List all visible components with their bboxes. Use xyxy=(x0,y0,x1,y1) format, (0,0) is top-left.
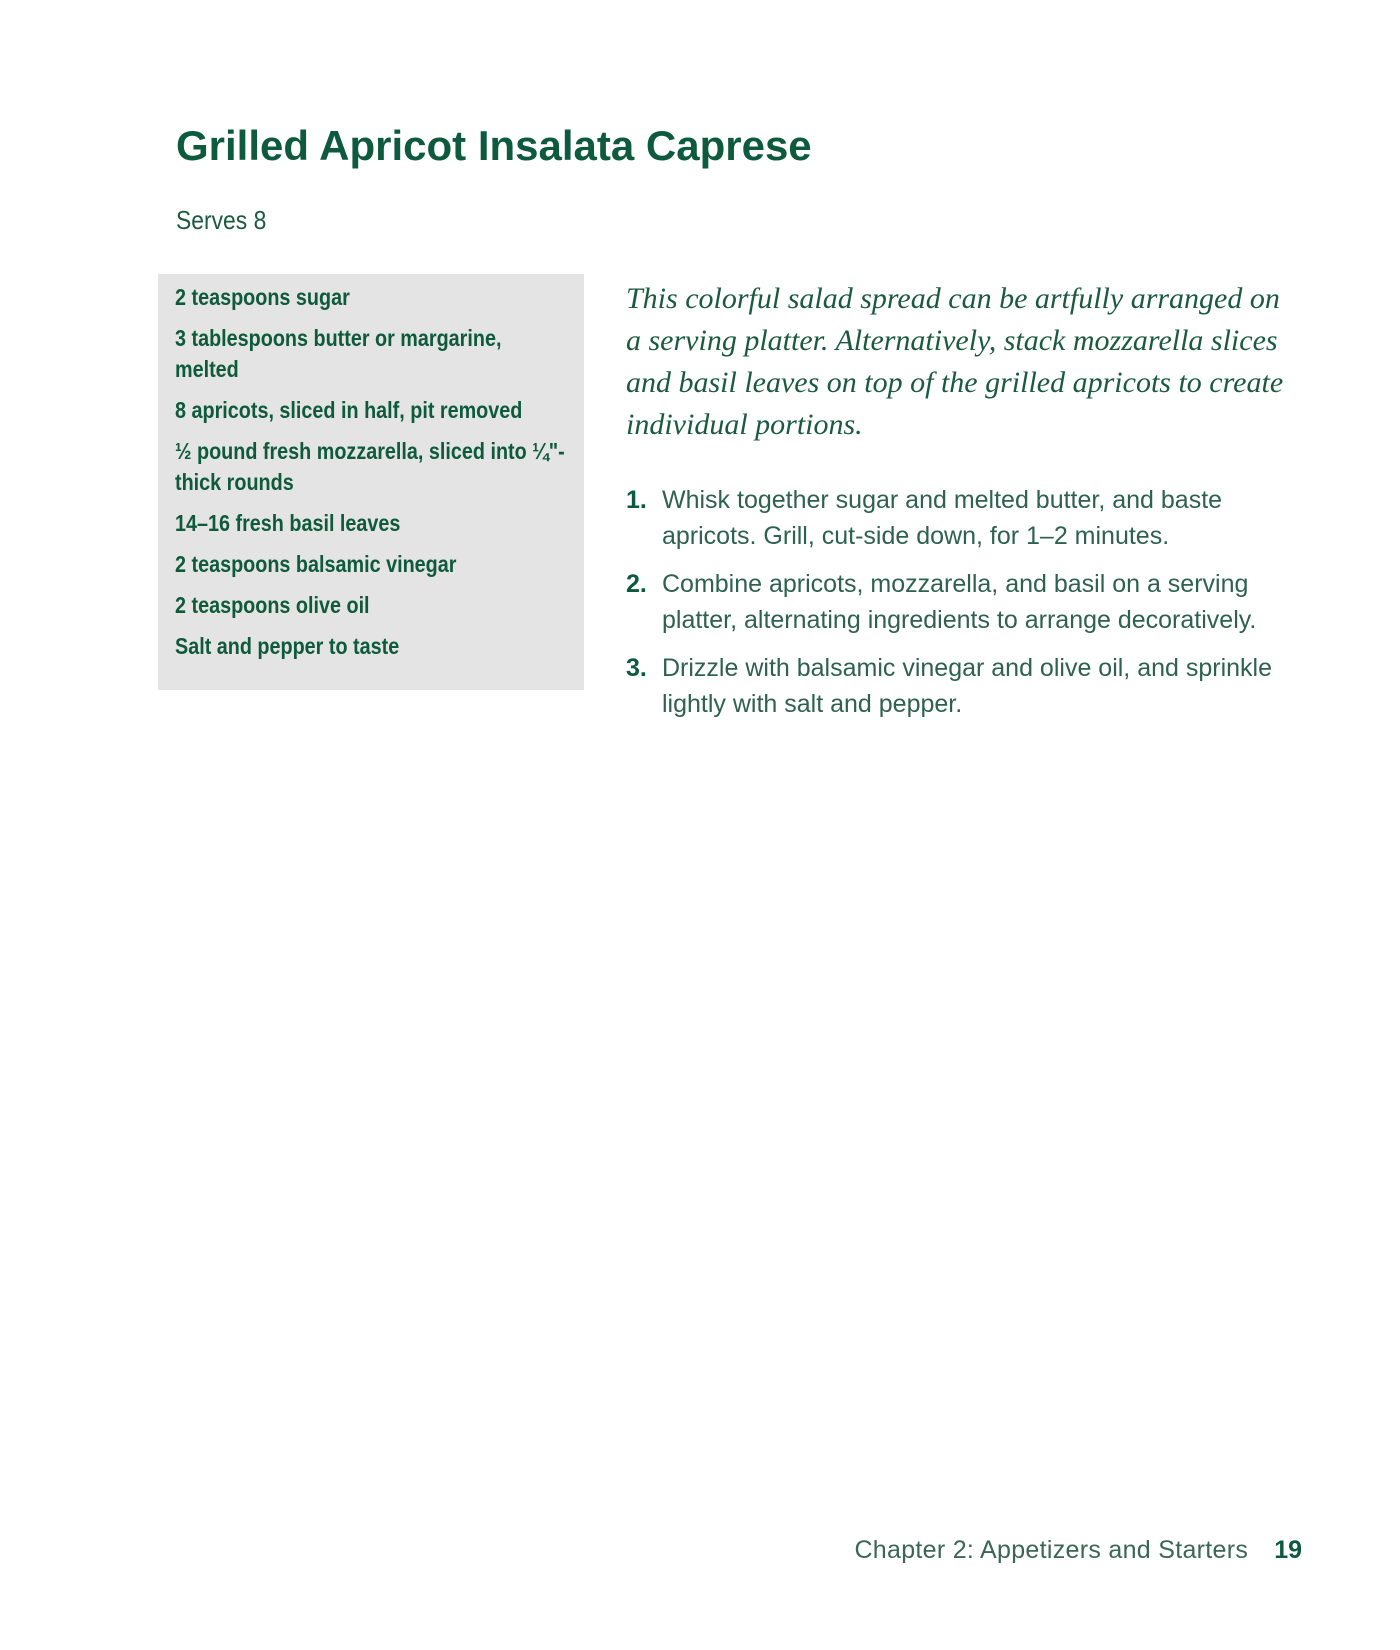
ingredient-item: 2 teaspoons balsamic vinegar xyxy=(175,551,457,577)
step-number: 1. xyxy=(626,486,647,514)
step-text: Combine apricots, mozzarella, and basil on a serving platter, alternating ingredients to arrange decoratively. xyxy=(662,570,1257,634)
recipe-intro: This colorful salad spread can be artfully arranged on a serving platter. Alternatively, stack mozzarella slices and basil leaves on top of the grilled apricots to create individual portions. xyxy=(626,282,1284,441)
step-number: 2. xyxy=(626,570,647,598)
ingredient-item: 8 apricots, sliced in half, pit removed xyxy=(175,397,523,423)
instructions-list xyxy=(626,482,1306,734)
ingredient-item: 2 teaspoons olive oil xyxy=(175,592,370,618)
step-text: Whisk together sugar and melted butter, and baste apricots. Grill, cut-side down, for 1–2 minutes. xyxy=(662,486,1223,550)
ingredient-item: Salt and pepper to taste xyxy=(175,633,400,659)
ingredient-item: 2 teaspoons sugar xyxy=(175,284,350,310)
page-number: 19 xyxy=(1274,1536,1302,1564)
instruction-step xyxy=(626,650,1306,722)
instruction-step xyxy=(626,566,1306,638)
ingredients-list xyxy=(175,282,571,662)
instruction-step xyxy=(626,482,1306,554)
ingredients-panel xyxy=(158,274,584,690)
page-footer xyxy=(854,1536,1302,1565)
chapter-title: Chapter 2: Appetizers and Starters xyxy=(854,1536,1249,1564)
serves-count: Serves 8 xyxy=(176,205,267,235)
recipe-title: Grilled Apricot Insalata Caprese xyxy=(176,122,812,169)
step-text: Drizzle with balsamic vinegar and olive oil, and sprinkle lightly with salt and pepper. xyxy=(662,654,1272,718)
ingredient-item: ½ pound fresh mozzarella, sliced into ¼"-thick rounds xyxy=(175,438,565,495)
ingredient-item: 14–16 fresh basil leaves xyxy=(175,510,401,536)
ingredient-item: 3 tablespoons butter or margarine, melted xyxy=(175,325,502,382)
step-number: 3. xyxy=(626,654,647,682)
